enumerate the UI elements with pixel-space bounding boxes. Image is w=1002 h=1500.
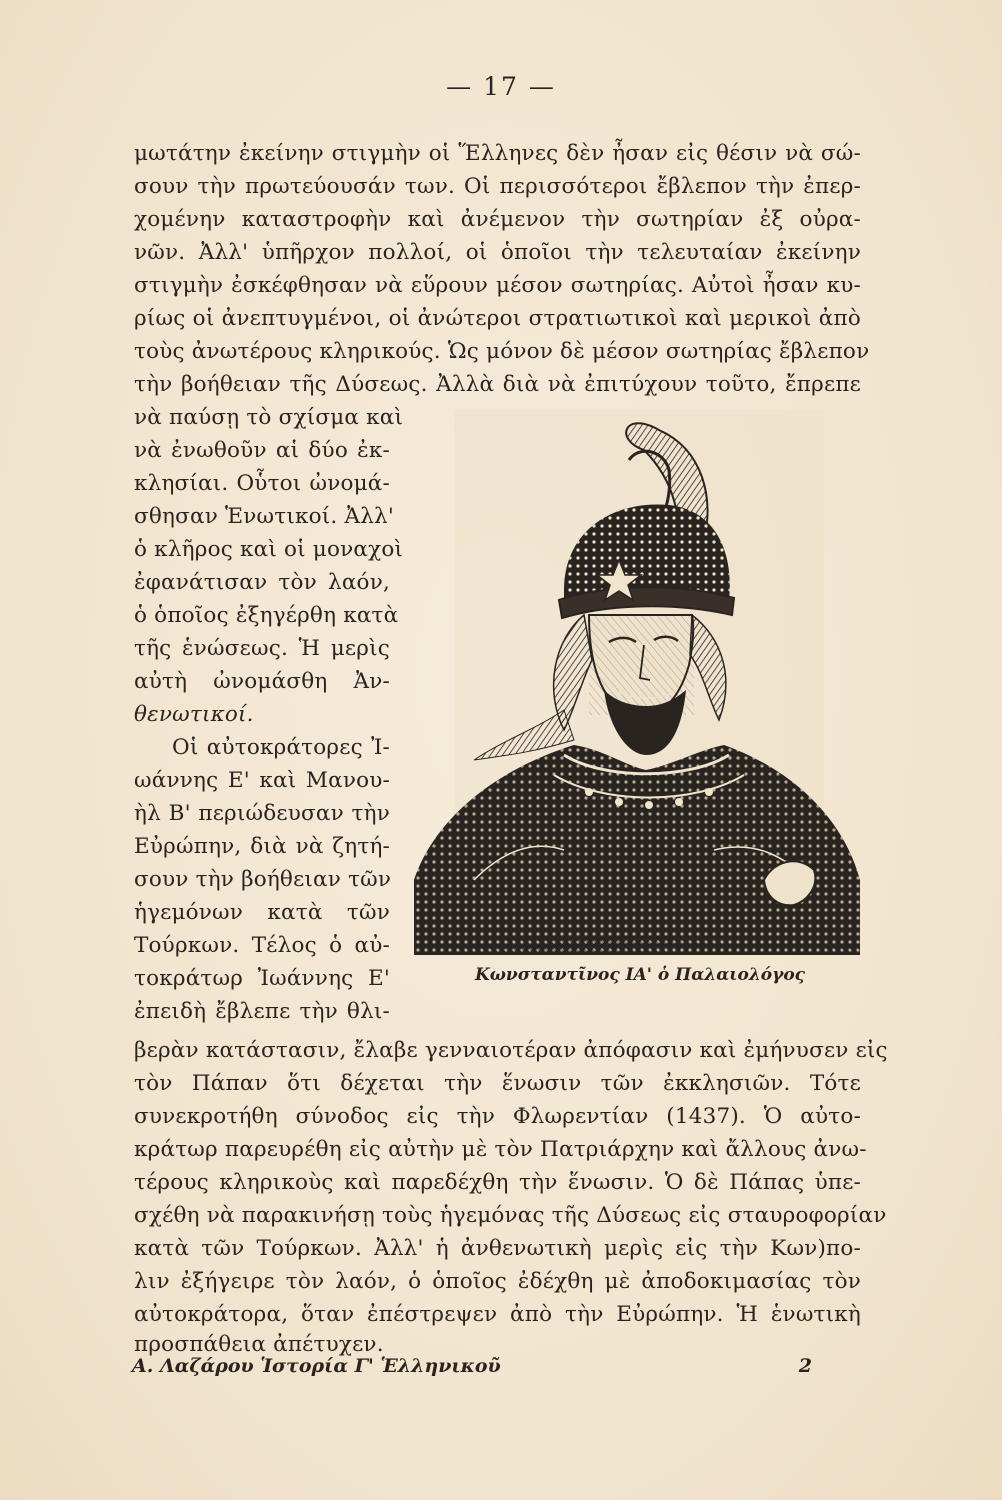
text-line: τοὺς ἀνωτέρους κληρικούς. Ὡς μόνον δὲ μέσον σωτηρίας ἔβλεπον — [134, 339, 870, 364]
figure-caption: Κωνσταντῖνος ΙΑ' ὁ Παλαιολόγος — [474, 965, 806, 985]
narrow-line: κλησίαι. Οὗτοι ὠνομά- — [134, 471, 390, 496]
text-line: προσπάθεια ἀπέτυχεν. — [134, 1332, 384, 1357]
text-line: συνεκροτήθη σύνοδος εἰς τὴν Φλωρεντίαν (1437). Ὁ αὐτο- — [134, 1104, 861, 1129]
narrow-line: ἡγεμόνων κατὰ τῶν — [134, 900, 390, 925]
narrow-line: ὴλ Β' περιώδευσαν τὴν — [134, 801, 390, 826]
text-line: λιν ἐξήγειρε τὸν λαόν, ὁ ὁποῖος ἐδέχθη μὲ ἀποδοκιμασίας τὸν — [134, 1269, 861, 1294]
page-number: — 17 — — [446, 72, 556, 101]
text-line: τὸν Πάπαν ὅτι δέχεται τὴν ἕνωσιν τῶν ἐκκλησιῶν. Τότε — [134, 1071, 861, 1096]
page-footer — [132, 1355, 812, 1377]
narrow-line: τῆς ἑνώσεως. Ἡ μερὶς — [134, 636, 390, 661]
text-line: μωτάτην ἐκείνην στιγμὴν οἱ Ἕλληνες δὲν ἦσαν εἰς θέσιν νὰ σώ- — [134, 141, 861, 166]
text-line: ρίως οἱ ἀνεπτυγμένοι, οἱ ἀνώτεροι στρατιωτικοὶ καὶ μερικοὶ ἀπὸ — [134, 306, 861, 331]
narrow-line: ὁ κλῆρος καὶ οἱ μοναχοὶ — [134, 537, 404, 562]
narrow-line: Εὐρώπην, διὰ νὰ ζητή- — [134, 834, 390, 859]
text-line: σουν τὴν πρωτεύουσάν των. Οἱ περισσότεροι ἔβλεπον τὴν ἐπερ- — [134, 174, 861, 199]
narrow-line: ὁ ὁποῖος ἐξηγέρθη κατὰ — [134, 603, 399, 628]
narrow-line: θενωτικοί. — [134, 702, 254, 727]
narrow-line: νὰ παύσῃ τὸ σχίσμα καὶ — [134, 405, 404, 430]
text-line: σχέθη νὰ παρακινήσῃ τοὺς ἡγεμόνας τῆς Δύσεως εἰς σταυροφορίαν — [134, 1203, 887, 1228]
footer-signature-number: 2 — [798, 1355, 812, 1377]
narrow-line: Τούρκων. Τέλος ὁ αὐ- — [134, 933, 390, 958]
text-line: αὐτοκράτορα, ὅταν ἐπέστρεψεν ἀπὸ τὴν Εὐρώπην. Ἡ ἑνωτικὴ — [134, 1302, 861, 1327]
narrow-line: σουν τὴν βοήθειαν τῶν — [134, 867, 392, 892]
narrow-line: σθησαν Ἑνωτικοί. Ἀλλ' — [134, 504, 394, 529]
text-line: τὴν βοήθειαν τῆς Δύσεως. Ἀλλὰ διὰ νὰ ἐπιτύχουν τοῦτο, ἔπρεπε — [134, 372, 861, 397]
text-line: τέρους κληρικοὺς καὶ παρεδέχθη τὴν ἕνωσιν. Ὁ δὲ Πάπας ὑπε- — [134, 1170, 861, 1195]
text-line: νῶν. Ἀλλ' ὑπῆρχον πολλοί, οἱ ὁποῖοι τὴν τελευταίαν ἐκείνην — [134, 240, 861, 265]
narrow-line: Οἱ αὐτοκράτορες Ἰ- — [172, 735, 390, 760]
text-line: στιγμὴν ἐσκέφθησαν νὰ εὕρουν μέσον σωτηρίας. Αὐτοὶ ἦσαν κυ- — [134, 273, 861, 298]
narrow-line: ωάννης Ε' καὶ Μανου- — [134, 768, 390, 793]
footer-book-title: Α. Λαζάρου Ἱστορία Γ' Ἑλληνικοῦ — [132, 1355, 501, 1377]
text-line: κράτωρ παρευρέθη εἰς αὐτὴν μὲ τὸν Πατριάρχην καὶ ἄλλους ἀνω- — [134, 1137, 867, 1162]
text-line: κατὰ τῶν Τούρκων. Ἀλλ' ἡ ἀνθενωτικὴ μερὶς εἰς τὴν Κων)πο- — [134, 1236, 861, 1261]
narrow-line: ἐφανάτισαν τὸν λαόν, — [134, 570, 390, 595]
portrait-figure — [414, 410, 860, 955]
text-line: χομένην καταστροφὴν καὶ ἀνέμενον τὴν σωτηρίαν ἐξ οὐρα- — [134, 207, 861, 232]
narrow-line: ἐπειδὴ ἔβλεπε τὴν θλι- — [134, 999, 390, 1024]
portrait-engraving — [414, 410, 860, 955]
text-line: βερὰν κατάστασιν, ἔλαβε γενναιοτέραν ἀπόφασιν καὶ ἐμήνυσεν εἰς — [134, 1038, 888, 1063]
narrow-line: τοκράτωρ Ἰωάννης Ε' — [134, 966, 390, 991]
narrow-line: νὰ ἐνωθοῦν αἱ δύο ἐκ- — [134, 438, 390, 463]
narrow-line: αὐτὴ ὠνομάσθη Ἀν- — [134, 669, 390, 694]
